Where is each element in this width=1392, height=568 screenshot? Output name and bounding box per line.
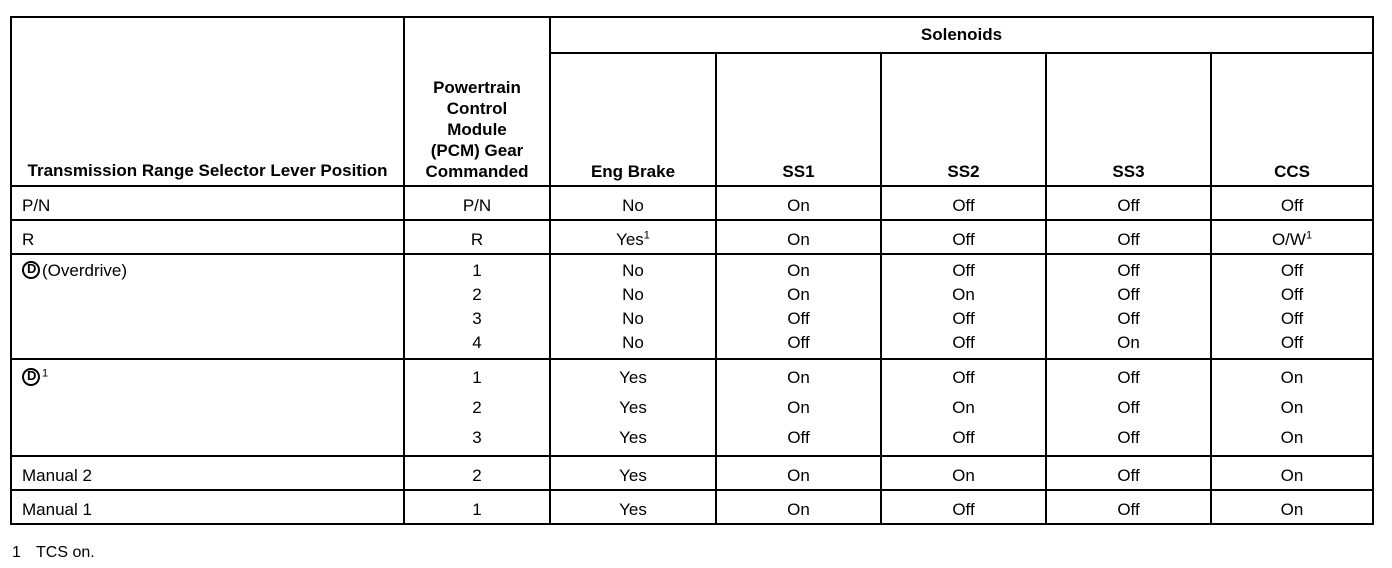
cell-line: Off bbox=[1280, 285, 1304, 304]
cell-line: No bbox=[622, 333, 644, 352]
cell-ccs: Off bbox=[1211, 186, 1373, 220]
cell-ccs: On bbox=[1211, 456, 1373, 490]
header-pcm-line: Commanded bbox=[425, 162, 529, 181]
cell-eng-brake: No bbox=[550, 186, 716, 220]
header-pcm-line: Module bbox=[447, 120, 507, 139]
cell-ss2 bbox=[881, 254, 1046, 359]
cell-ss2 bbox=[881, 359, 1046, 456]
cell-value: Yes bbox=[616, 230, 644, 249]
cell-line: On bbox=[1280, 398, 1304, 417]
header-lever-position-text: Transmission Range Selector Lever Position bbox=[27, 161, 388, 180]
cell-ss2: Off bbox=[881, 490, 1046, 524]
header-eng-brake: Eng Brake bbox=[550, 53, 716, 186]
cell-line: Off bbox=[952, 368, 975, 387]
header-pcm-line: (PCM) Gear bbox=[430, 141, 524, 160]
cell-eng-brake bbox=[550, 359, 716, 456]
footnote-ref: 1 bbox=[1305, 229, 1313, 242]
cell-line: No bbox=[622, 285, 644, 304]
cell-ss1: On bbox=[716, 456, 881, 490]
footnote-ref: 1 bbox=[643, 229, 650, 242]
solenoid-application-chart bbox=[10, 16, 1374, 525]
cell-line: On bbox=[787, 368, 810, 387]
row-position bbox=[11, 186, 404, 220]
cell-line: 3 bbox=[472, 309, 482, 328]
cell-line: On bbox=[952, 285, 975, 304]
cell-line: Off bbox=[1117, 261, 1140, 280]
cell-line: Off bbox=[787, 428, 810, 447]
cell-ss2: On bbox=[881, 456, 1046, 490]
cell-line: On bbox=[787, 398, 810, 417]
cell-line: 4 bbox=[472, 333, 482, 352]
cell-line: On bbox=[787, 261, 810, 280]
row-position-label: Manual 2 bbox=[22, 466, 92, 485]
cell-ss1: On bbox=[716, 186, 881, 220]
cell-line: Off bbox=[1117, 428, 1140, 447]
cell-line: Off bbox=[787, 333, 810, 352]
cell-line: Off bbox=[1280, 309, 1304, 328]
table-row bbox=[11, 220, 1373, 254]
cell-line: On bbox=[1280, 368, 1304, 387]
cell-line: 2 bbox=[472, 285, 482, 304]
cell-value: O/W bbox=[1271, 230, 1306, 249]
cell-line: 1 bbox=[472, 368, 482, 387]
overdrive-d-icon bbox=[22, 261, 40, 279]
header-ss3: SS3 bbox=[1046, 53, 1211, 186]
cell-ccs bbox=[1211, 254, 1373, 359]
cell-line: 1 bbox=[472, 261, 482, 280]
cell-ss2: Off bbox=[881, 220, 1046, 254]
cell-ss3: Off bbox=[1046, 186, 1211, 220]
row-position-label: (Overdrive) bbox=[42, 261, 128, 280]
cell-line: Off bbox=[1280, 261, 1304, 280]
cell-line: Off bbox=[952, 309, 975, 328]
row-position bbox=[11, 254, 404, 359]
cell-line: No bbox=[622, 309, 644, 328]
table-row bbox=[11, 254, 1373, 359]
cell-line: 2 bbox=[472, 398, 482, 417]
cell-gear bbox=[404, 359, 550, 456]
row-position bbox=[11, 220, 404, 254]
cell-ss1 bbox=[716, 254, 881, 359]
drive-d-icon bbox=[22, 368, 40, 386]
cell-line: Yes bbox=[619, 368, 647, 387]
header-pcm-line: Powertrain bbox=[433, 78, 521, 97]
cell-ss1: On bbox=[716, 220, 881, 254]
cell-line: On bbox=[1280, 428, 1304, 447]
footnote-ref: 1 bbox=[42, 367, 49, 380]
cell-line: 3 bbox=[472, 428, 482, 447]
table-row bbox=[11, 456, 1373, 490]
cell-eng-brake bbox=[550, 220, 716, 254]
cell-eng-brake: Yes bbox=[550, 490, 716, 524]
table-row bbox=[11, 359, 1373, 456]
cell-line: Off bbox=[1280, 333, 1304, 352]
cell-gear: 2 bbox=[404, 456, 550, 490]
cell-ss3 bbox=[1046, 254, 1211, 359]
header-ss1: SS1 bbox=[716, 53, 881, 186]
footnote-text: TCS on. bbox=[36, 544, 95, 561]
cell-line: Off bbox=[1117, 309, 1140, 328]
cell-gear: P/N bbox=[404, 186, 550, 220]
cell-gear: 1 bbox=[404, 490, 550, 524]
header-lever-position bbox=[11, 17, 404, 186]
cell-line: Yes bbox=[619, 398, 647, 417]
cell-line: Yes bbox=[619, 428, 647, 447]
cell-ss3: Off bbox=[1046, 220, 1211, 254]
cell-eng-brake bbox=[550, 254, 716, 359]
table-row bbox=[11, 186, 1373, 220]
footnote bbox=[12, 544, 95, 562]
header-solenoids: Solenoids bbox=[550, 17, 1373, 53]
cell-eng-brake: Yes bbox=[550, 456, 716, 490]
cell-ccs bbox=[1211, 220, 1373, 254]
cell-ss3 bbox=[1046, 359, 1211, 456]
header-ss2: SS2 bbox=[881, 53, 1046, 186]
cell-line: On bbox=[1117, 333, 1140, 352]
cell-line: Off bbox=[952, 333, 975, 352]
cell-line: On bbox=[787, 285, 810, 304]
cell-ss3: Off bbox=[1046, 490, 1211, 524]
cell-line: Off bbox=[1117, 398, 1140, 417]
cell-gear bbox=[404, 254, 550, 359]
cell-line: Off bbox=[952, 261, 975, 280]
cell-ss1 bbox=[716, 359, 881, 456]
cell-ccs: On bbox=[1211, 490, 1373, 524]
row-position-label: P/N bbox=[22, 196, 51, 215]
cell-line: No bbox=[622, 261, 644, 280]
header-ccs: CCS bbox=[1211, 53, 1373, 186]
cell-line: On bbox=[952, 398, 975, 417]
cell-ss3: Off bbox=[1046, 456, 1211, 490]
cell-line: Off bbox=[787, 309, 810, 328]
row-position bbox=[11, 490, 404, 524]
cell-gear: R bbox=[404, 220, 550, 254]
cell-ccs bbox=[1211, 359, 1373, 456]
row-position-label: R bbox=[22, 230, 35, 249]
cell-line: Off bbox=[1117, 285, 1140, 304]
header-pcm-gear bbox=[404, 17, 550, 186]
table-row bbox=[11, 490, 1373, 524]
solenoid-table bbox=[10, 16, 1374, 525]
footnote-number: 1 bbox=[12, 544, 21, 561]
header-pcm-line: Control bbox=[446, 99, 508, 118]
cell-ss1: On bbox=[716, 490, 881, 524]
cell-ss2: Off bbox=[881, 186, 1046, 220]
cell-line: Off bbox=[1117, 368, 1140, 387]
row-position-label: Manual 1 bbox=[22, 500, 92, 519]
row-position bbox=[11, 456, 404, 490]
row-position bbox=[11, 359, 404, 456]
cell-line: Off bbox=[952, 428, 975, 447]
